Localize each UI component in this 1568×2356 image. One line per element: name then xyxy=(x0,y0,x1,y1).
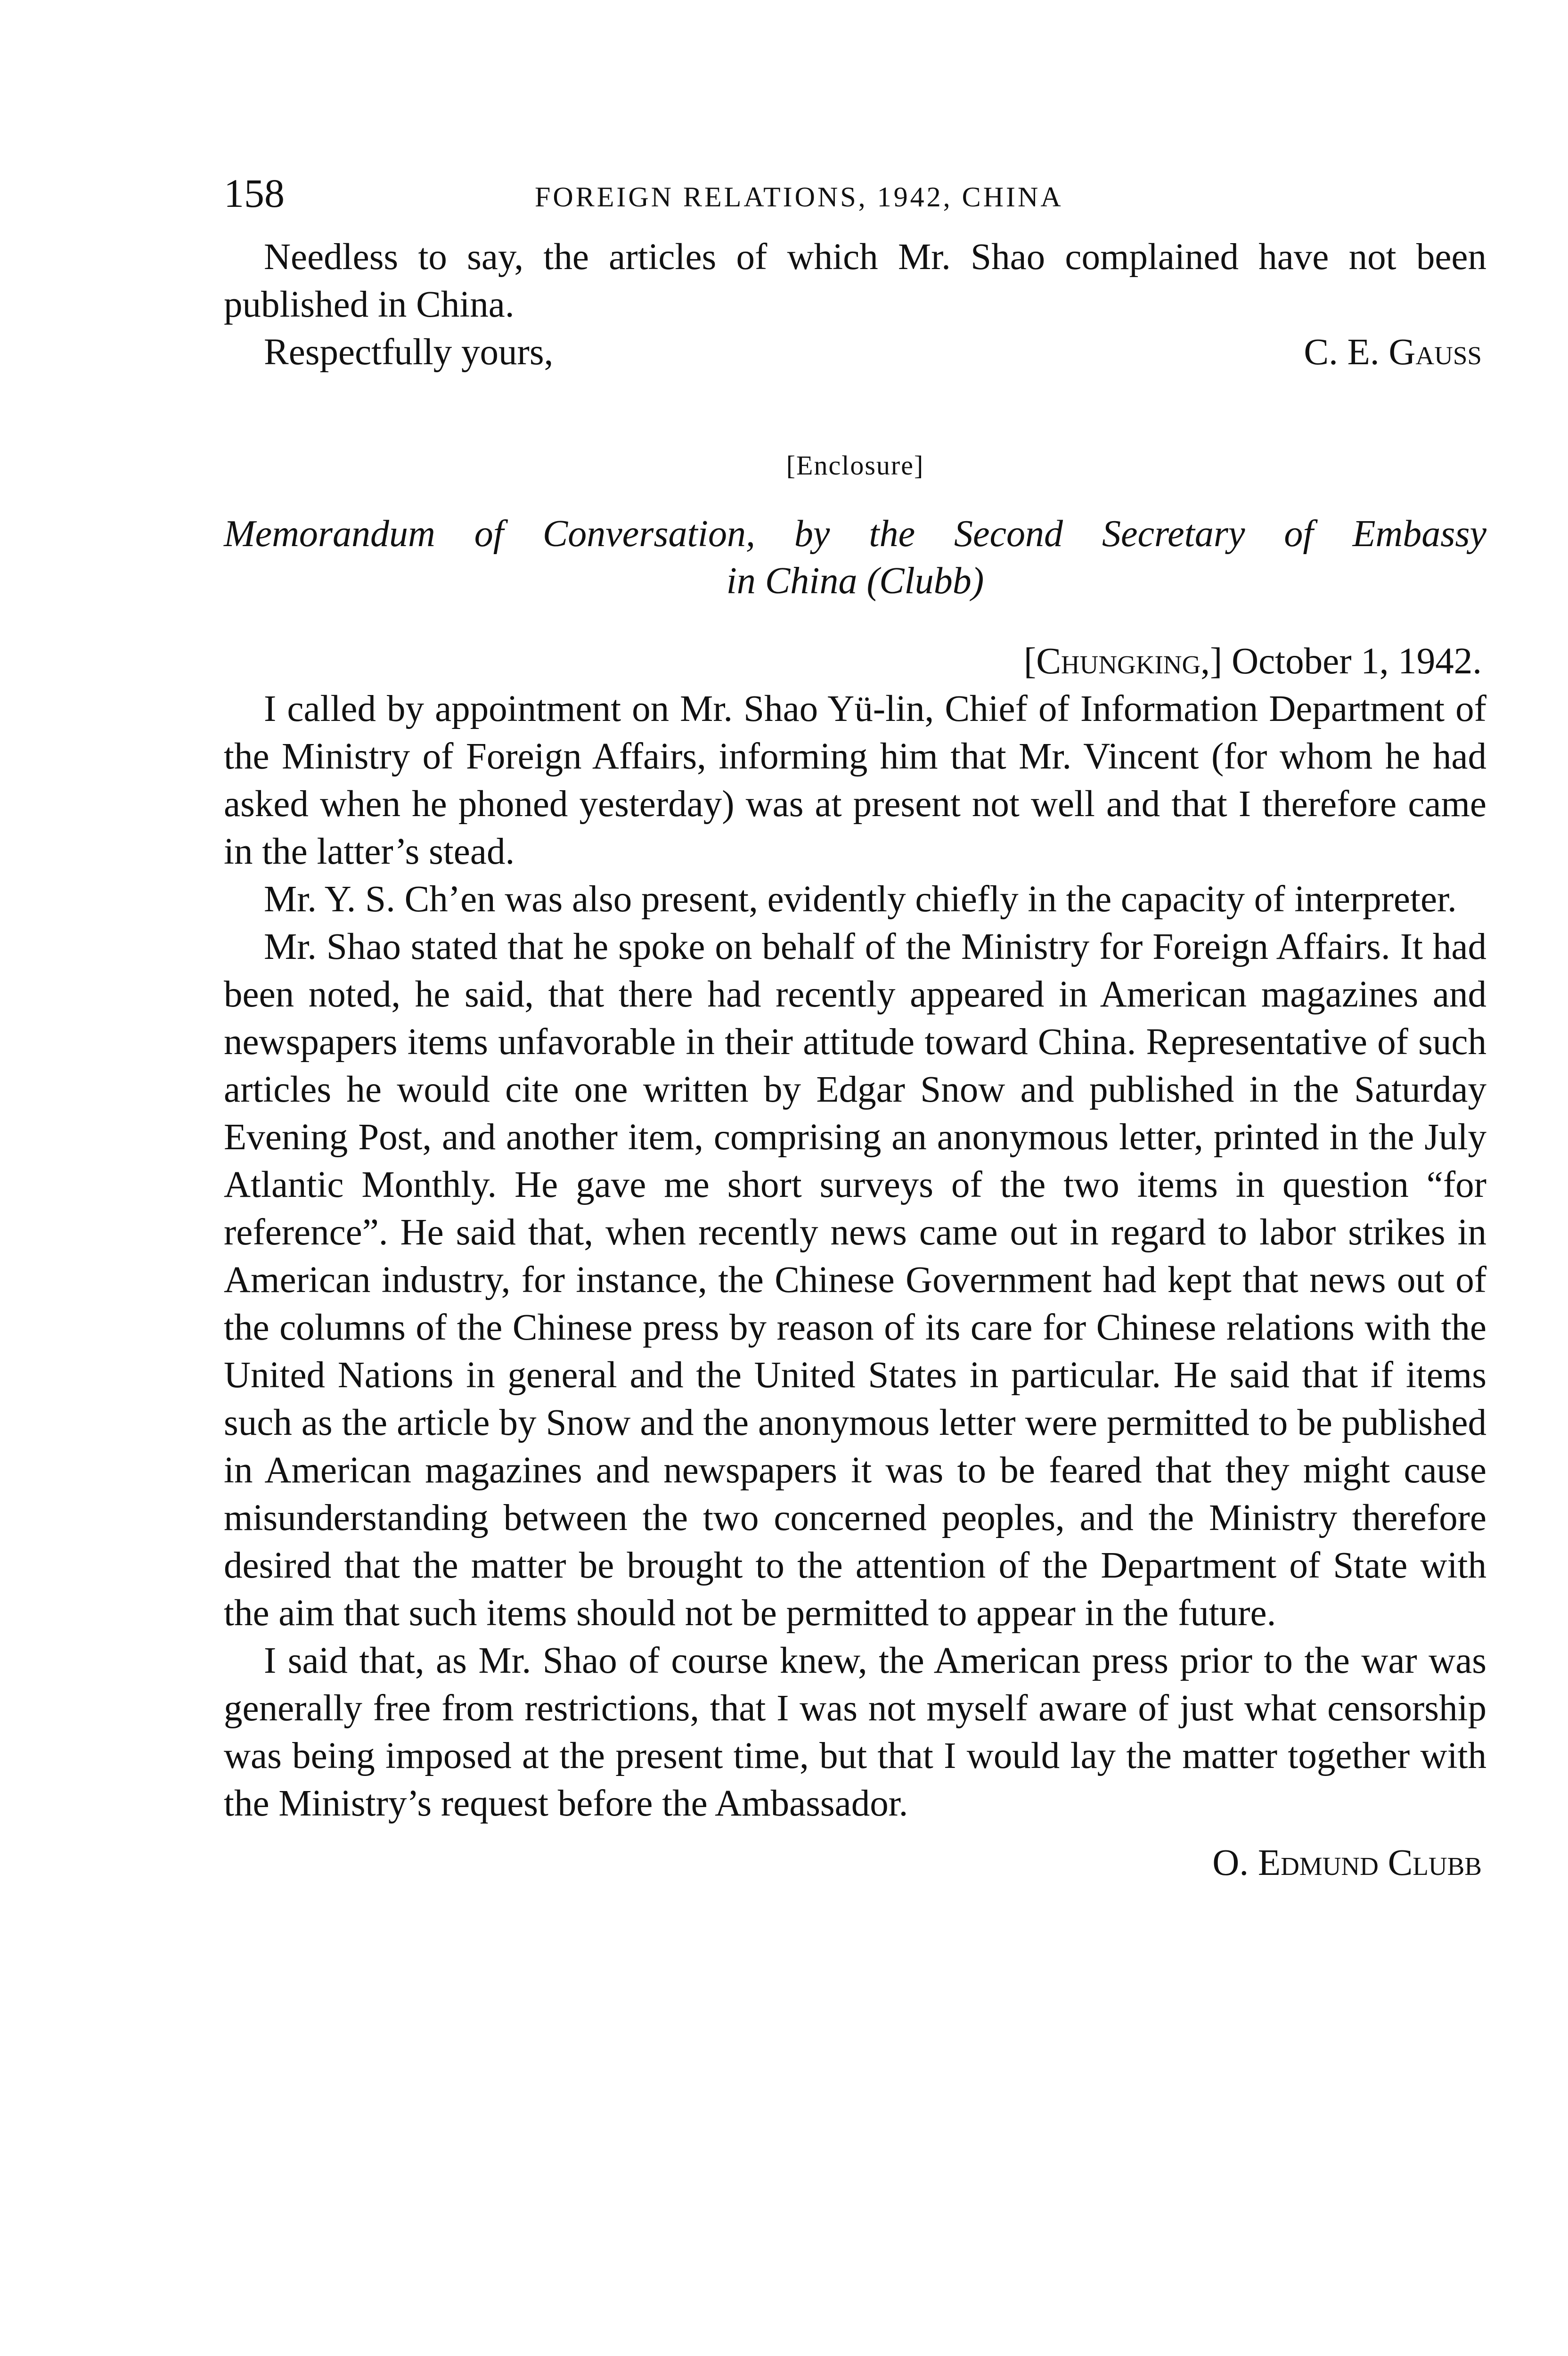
dateline-date: October 1, 1942. xyxy=(1232,641,1482,682)
complimentary-close: Respectfully yours, xyxy=(264,332,554,373)
memorandum-title-line-1: Memorandum of Conversation, by the Second Secretary of Embassy xyxy=(224,513,1486,555)
memorandum-title-line-2: in China (Clubb) xyxy=(726,560,984,602)
enclosure-label: [Enclosure] xyxy=(786,450,924,481)
document-page xyxy=(224,167,1486,1887)
letter-signature: C. E. Gauss xyxy=(1304,332,1482,373)
dateline xyxy=(224,638,1486,685)
memo-paragraph-1: I called by appointment on Mr. Shao Yü-lin, Chief of Information Department of the Ministry of Foreign Affairs, informing him that Mr. Vincent (for whom he had asked when he phoned yesterday) was at present not well and that I therefore came in the latter’s stead. xyxy=(224,688,1486,872)
memo-paragraph-2: Mr. Y. S. Ch’en was also present, evidently chiefly in the capacity of interpreter. xyxy=(264,879,1457,920)
opening-paragraph: Needless to say, the articles of which Mr. Shao complained have not been published in China. xyxy=(224,237,1486,325)
memo-signature: O. Edmund Clubb xyxy=(1212,1842,1482,1883)
dateline-place: [Chungking,] xyxy=(1023,641,1223,682)
letter-signoff xyxy=(224,328,1486,376)
memorandum-title xyxy=(224,510,1486,605)
page-number: 158 xyxy=(224,171,285,216)
running-head xyxy=(224,167,1486,219)
running-title: FOREIGN RELATIONS, 1942, CHINA xyxy=(535,181,1063,213)
memo-paragraph-3: Mr. Shao stated that he spoke on behalf of the Ministry for Foreign Affairs. It had been noted, he said, that there had recently appeared in American magazines and newspapers items unfavorable in their attitude toward China. Representative of such articles he would cite one written by Edgar Snow and published in the Saturday Evening Post, and another item, comprising an anonymous letter, printed in the July Atlantic Monthly. He gave me short surveys of the two items in question “for reference”. He said that, when recently news came out in regard to labor strikes in American industry, for instance, the Chinese Government had kept that news out of the columns of the Chinese press by reason of its care for Chinese relations with the United Nations in general and the United States in particular. He said that if items such as the article by Snow and the anonymous letter were permitted to be published in American magazines and newspapers it was to be feared that they might cause misunderstanding between the two concerned peoples, and the Ministry therefore desired that the matter be brought to the attention of the Department of State with the aim that such items should not be permitted to appear in the future. xyxy=(224,926,1486,1634)
memo-paragraph-4: I said that, as Mr. Shao of course knew, the American press prior to the war was generally free from restrictions, that I was not myself aware of just what censorship was being imposed at the present time, but that I would lay the matter together with the Ministry’s request before the Ambassador. xyxy=(224,1640,1486,1824)
